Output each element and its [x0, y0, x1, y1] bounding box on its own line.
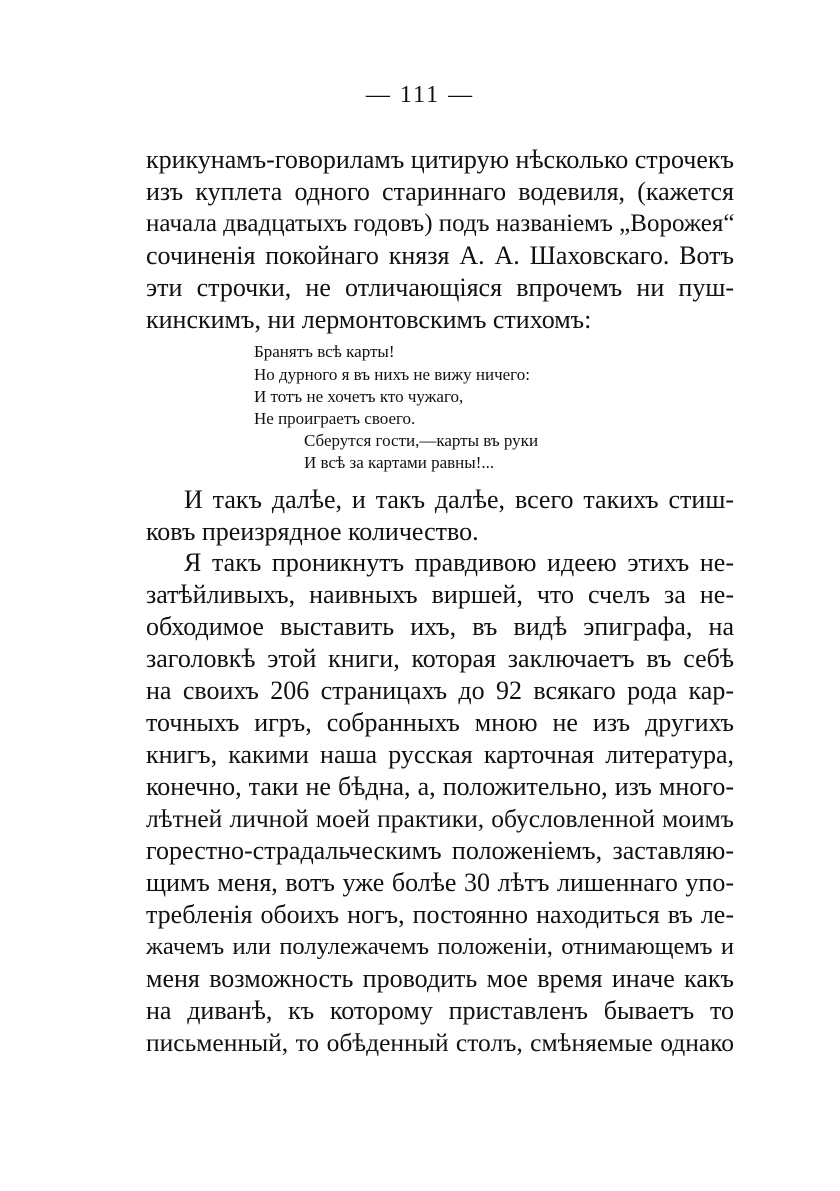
verse-line: Сберутся гости,—карты въ руки — [304, 431, 539, 450]
text-line: ковъ преизрядное количество. — [146, 517, 479, 546]
text-line: на диванѣ, къ которому приставленъ бываетъ то — [146, 996, 734, 1025]
text-line: заголовкѣ этой книги, которая заключаетъ въ себѣ — [146, 644, 734, 673]
text-line: эти строчки, не отличающіяся впрочемъ ни пуш- — [146, 273, 734, 302]
page-number: — 111 — — [365, 82, 475, 108]
text-line: конечно, таки не бѣдна, а, положительно, изъ много- — [146, 772, 734, 801]
verse-line: Но дурного я въ нихъ не вижу ничего: — [254, 365, 530, 384]
text-line: меня возможность проводить мое время иначе какъ — [146, 964, 734, 993]
text-line: требленія обоихъ ногъ, постоянно находиться въ ле- — [146, 900, 734, 929]
text-line: обходимое выставить ихъ, въ видѣ эпиграфа, на — [146, 612, 734, 641]
text-line: Я такъ проникнутъ правдивою идеею этихъ не- — [184, 548, 734, 577]
text-line: начала двадцатыхъ годовъ) подъ названіемъ „Ворожея“ — [146, 210, 735, 237]
verse-line: Бранятъ всѣ карты! — [254, 342, 395, 361]
verse-line: И всѣ за картами равны!... — [304, 453, 495, 472]
verse-line: Не проиграетъ своего. — [254, 409, 416, 428]
text-line: горестно-страдальческимъ положеніемъ, заставляю- — [146, 836, 734, 865]
text-line: книгъ, какими наша русская карточная литература, — [146, 740, 734, 769]
text-line: письменный, то обѣденный столъ, смѣняемые однако — [146, 1028, 734, 1057]
text-line: затѣйливыхъ, наивныхъ виршей, что счелъ за не- — [146, 580, 734, 609]
verse-line: И тотъ не хочетъ кто чужаго, — [254, 387, 464, 406]
text-line: лѣтней личной моей практики, обусловленной моимъ — [146, 804, 734, 833]
text-line: жачемъ или полулежачемъ положеніи, отнимающемъ и — [146, 933, 734, 960]
text-line: И такъ далѣе, и такъ далѣе, всего такихъ стиш- — [184, 485, 734, 514]
text-line: крикунамъ-говориламъ цитирую нѣсколько строчекъ — [146, 145, 734, 174]
text-line: на своихъ 206 страницахъ до 92 всякаго рода кар- — [146, 676, 734, 705]
text-line: точныхъ игръ, собранныхъ мною не изъ другихъ — [146, 708, 734, 737]
text-line: кинскимъ, ни лермонтовскимъ стихомъ: — [146, 305, 592, 334]
text-line: изъ куплета одного стариннаго водевиля, (кажется — [146, 177, 734, 206]
text-line: щимъ меня, вотъ уже болѣе 30 лѣтъ лишеннаго упо- — [146, 868, 734, 897]
text-line: сочиненія покойнаго князя А. А. Шаховскаго. Вотъ — [146, 241, 734, 270]
